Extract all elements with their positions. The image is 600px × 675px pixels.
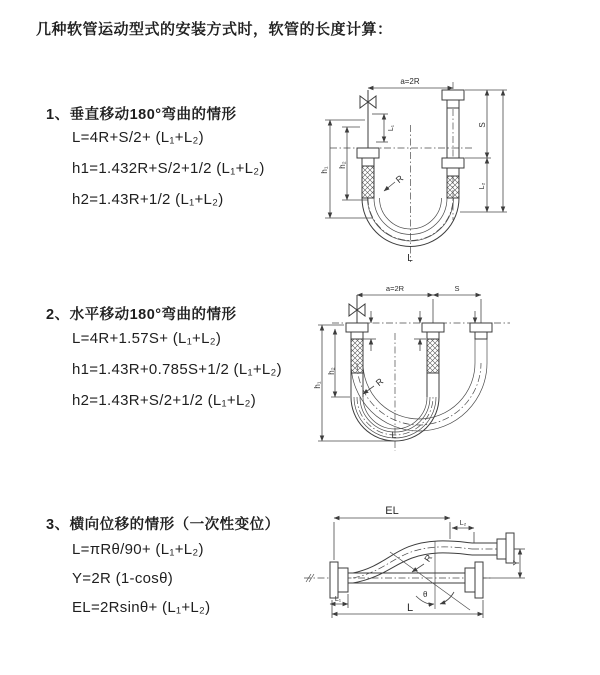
braid-section [447, 176, 459, 198]
dim-label-el: EL [385, 505, 399, 517]
dim-label-l2: L₂ [479, 182, 486, 190]
dim-label-l1: L₁ [388, 124, 395, 132]
right-hose-fitting [442, 90, 464, 198]
dim-label-h1: h₁ [313, 381, 322, 389]
left-flange [330, 562, 338, 598]
dim-label-y: Y [512, 560, 521, 566]
dim-label-l1: L₁ [334, 596, 342, 603]
left-hose-fitting [357, 148, 379, 198]
dim-label-r: R [393, 173, 406, 185]
formula-line: L=4R+1.57S+ (L₁+L₂) [72, 330, 222, 347]
diagram-horizontal-180-bend [310, 283, 590, 455]
section-2-formulas [72, 323, 282, 416]
section-3-formulas [72, 535, 210, 622]
formula-line: h1=1.43R+0.785S+1/2 (L₁+L₂) [72, 361, 282, 378]
dim-label-s: S [454, 284, 460, 293]
formula-line: Y=2R (1-cosθ) [72, 570, 174, 587]
upper-flange-hub [497, 539, 506, 559]
section-2-heading: 2、水平移动180°弯曲的情形 [46, 307, 237, 323]
formula-line: L=πRθ/90+ (L₁+L₂) [72, 541, 204, 558]
middle-hose-fitting [422, 323, 444, 373]
left-flange-hub [338, 568, 348, 592]
dim-label-r: R [422, 552, 435, 564]
braid-section [427, 339, 439, 373]
dim-label-r: R [373, 376, 386, 388]
hose-straight-position [348, 573, 465, 583]
braid-section [351, 339, 363, 373]
diagram-lateral-displacement [298, 497, 598, 657]
fitting-length-marks [362, 311, 475, 351]
dim-label-theta: θ [423, 590, 428, 599]
radius-leader [412, 564, 424, 572]
hose-u-bend-shifted [351, 339, 487, 431]
formula-line: L=4R+S/2+ (L₁+L₂) [72, 129, 204, 146]
dim-label-a2r: a=2R [385, 284, 405, 293]
dim-label-s: S [478, 122, 487, 128]
formula-line: h2=1.43R+S/2+1/2 (L₁+L₂) [72, 392, 257, 409]
dim-label-h1: h₁ [320, 166, 329, 174]
dim-label-l: L [391, 430, 397, 440]
braid-section [362, 166, 374, 198]
dim-label-l2: L₂ [459, 520, 467, 527]
right-flange [475, 562, 483, 598]
dim-label-h2: h₂ [338, 161, 347, 169]
page-title: 几种软管运动型式的安装方式时，软管的长度计算： [36, 21, 393, 38]
dim-label-l: L [406, 602, 414, 614]
section-1-heading: 1、垂直移动180°弯曲的情形 [46, 107, 237, 123]
dim-label-h2: h₂ [327, 367, 336, 375]
upper-flange [506, 533, 514, 563]
formula-line: h2=1.43R+1/2 (L₁+L₂) [72, 191, 224, 208]
formula-line: EL=2Rsinθ+ (L₁+L₂) [72, 599, 211, 616]
angle-construction [390, 541, 470, 610]
hose-displaced-position [353, 541, 520, 583]
right-flange-hub [465, 568, 475, 592]
dim-label-a2r: a=2R [400, 77, 420, 86]
section-3-heading: 3、横向位移的情形（一次性变位） [46, 517, 280, 533]
radius-leader [384, 182, 395, 191]
formula-line: h1=1.432R+S/2+1/2 (L₁+L₂) [72, 160, 265, 177]
section-1-formulas [72, 122, 265, 215]
dim-label-l: L [407, 253, 413, 264]
right-hose-fitting [470, 323, 492, 339]
left-hose-fitting [346, 323, 368, 373]
diagram-vertical-180-bend [310, 70, 580, 270]
